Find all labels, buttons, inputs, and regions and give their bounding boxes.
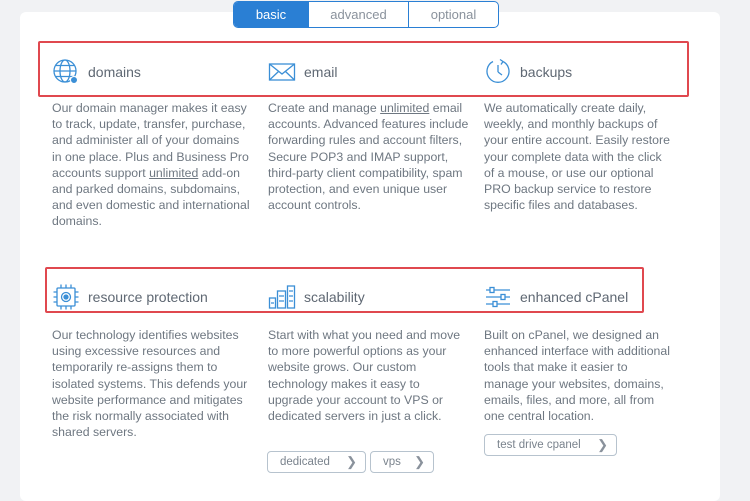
test-drive-label: test drive cpanel bbox=[497, 439, 581, 451]
scale-blocks-icon bbox=[268, 283, 296, 311]
feature-scalability bbox=[268, 283, 468, 424]
feature-title: enhanced cPanel bbox=[520, 289, 629, 305]
feature-title: scalability bbox=[304, 289, 365, 305]
chip-icon bbox=[52, 283, 80, 311]
feature-backups bbox=[484, 58, 674, 213]
test-drive-cpanel-button[interactable] bbox=[484, 434, 617, 456]
vps-label: vps bbox=[383, 456, 401, 468]
plan-tabs bbox=[233, 1, 499, 28]
feature-description: Our technology identifies websites using excessive resources and temporarily re-assigns them to isolated systems. This defends your website performance and mitigates the risk normally associated with shared servers. bbox=[52, 328, 248, 440]
vps-button[interactable] bbox=[370, 451, 434, 473]
feature-title: email bbox=[304, 64, 338, 80]
feature-description: Create and manage unlimited email accounts. Advanced features include forwarding rules and account filters, Secure POP3 and IMAP support, third-party client compatibility, spam protection, and even unique user account controls. bbox=[268, 101, 469, 213]
feature-description: Built on cPanel, we designed an enhanced interface with additional tools that make it easier to manage your websites, domains, emails, files, and more, all from one central location. bbox=[484, 328, 670, 424]
feature-description: Start with what you need and move to more powerful options as your website grows. Our custom technology makes it easy to upgrade your account to VPS or dedicated servers in just a click. bbox=[268, 328, 461, 424]
globe-icon bbox=[52, 58, 80, 86]
dedicated-label: dedicated bbox=[280, 456, 330, 468]
chevron-right-icon: ❯ bbox=[346, 454, 357, 469]
feature-description: Our domain manager makes it easy to track, update, transfer, purchase, and administer all of your domains in one place. Plus and Business Pro accounts support unlimited add-on and parked domains, subdomains, and even domestic and international domains. bbox=[52, 101, 250, 229]
unlimited-link[interactable]: unlimited bbox=[380, 101, 430, 115]
clock-refresh-icon bbox=[484, 58, 512, 86]
unlimited-link[interactable]: unlimited bbox=[149, 165, 199, 180]
feature-resource-protection bbox=[52, 283, 252, 440]
feature-title: resource protection bbox=[88, 289, 208, 305]
feature-description: We automatically create daily, weekly, and monthly backups of your entire account. Easily restore your complete data with the click of a mouse, or use our optional PRO backup service to restore specific files and databases. bbox=[484, 101, 670, 213]
dedicated-button[interactable] bbox=[267, 451, 366, 473]
feature-title: domains bbox=[88, 64, 141, 80]
feature-domains bbox=[52, 58, 252, 230]
sliders-icon bbox=[484, 283, 512, 311]
tab-optional[interactable]: optional bbox=[408, 2, 498, 27]
chevron-right-icon: ❯ bbox=[414, 454, 425, 469]
feature-email bbox=[268, 58, 470, 213]
feature-enhanced-cpanel bbox=[484, 283, 674, 424]
chevron-right-icon: ❯ bbox=[597, 437, 608, 452]
feature-title: backups bbox=[520, 64, 573, 80]
envelope-icon bbox=[268, 58, 296, 86]
tab-advanced[interactable]: advanced bbox=[308, 2, 408, 27]
tab-basic[interactable]: basic bbox=[234, 2, 308, 27]
